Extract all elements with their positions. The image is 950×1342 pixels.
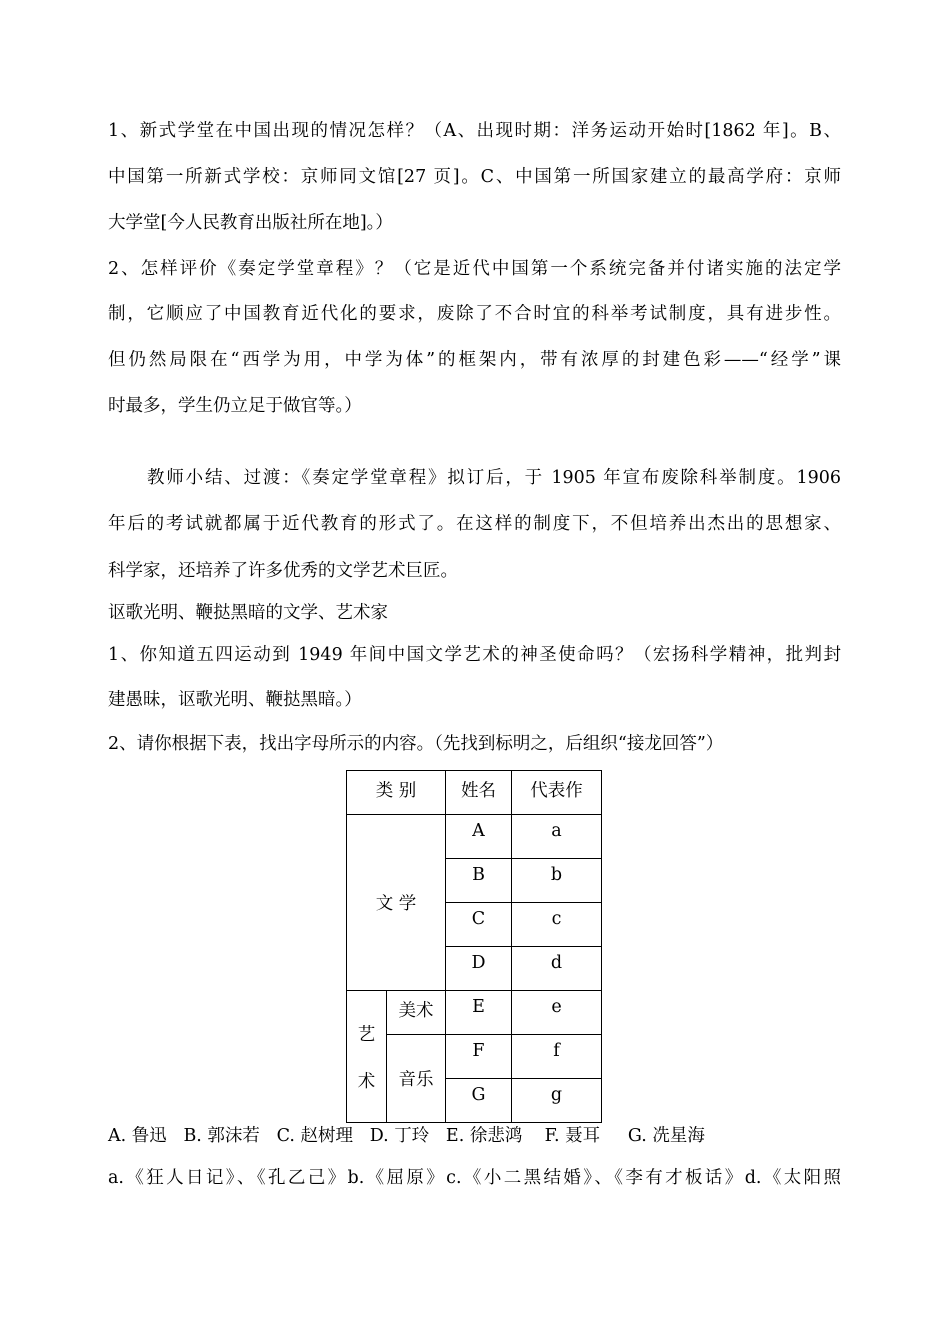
category-literature: 文 学 <box>347 815 446 991</box>
work-cell: g <box>512 1079 602 1123</box>
subcategory-fine-art: 美术 <box>387 991 446 1035</box>
paragraph-line: 1、你知道五四运动到 1949 年间中国文学艺术的神圣使命吗？（宏扬科学精神，批判封 <box>108 645 841 665</box>
paragraph-line: 大学堂[今人民教育出版社所在地]。） <box>108 213 393 233</box>
answer-names-line: A. 鲁迅 B. 郭沫若 C. 赵树理 D. 丁玲 E. 徐悲鸿 F. 聂耳 G. 冼星海 <box>108 1126 705 1146</box>
category-art-char: 艺 <box>357 1024 376 1045</box>
work-cell: a <box>512 815 602 859</box>
header-category: 类 别 <box>347 771 446 815</box>
paragraph-line: 2、请你根据下表，找出字母所示的内容。（先找到标明之，后组织“接龙回答”） <box>108 734 724 754</box>
paragraph-line: 时最多，学生仍立足于做官等。） <box>108 396 362 416</box>
category-art <box>347 991 387 1123</box>
name-cell: D <box>446 947 512 991</box>
paragraph-line: 年后的考试就都属于近代教育的形式了。在这样的制度下，不但培养出杰出的思想家、 <box>108 514 841 534</box>
section-heading: 讴歌光明、鞭挞黑暗的文学、艺术家 <box>108 603 388 623</box>
table-row <box>347 991 602 1035</box>
paragraph-line: 2、怎样评价《奏定学堂章程》？（它是近代中国第一个系统完备并付诸实施的法定学 <box>108 259 841 279</box>
writers-table <box>346 770 602 1123</box>
work-cell: d <box>512 947 602 991</box>
paragraph-line: 中国第一所新式学校：京师同文馆[27 页]。C、中国第一所国家建立的最高学府：京师 <box>108 167 841 187</box>
name-cell: E <box>446 991 512 1035</box>
paragraph-line: 制，它顺应了中国教育近代化的要求，废除了不合时宜的科举考试制度，具有进步性。 <box>108 304 841 324</box>
paragraph-line: 1、新式学堂在中国出现的情况怎样？（A、出现时期：洋务运动开始时[1862 年]。B、 <box>108 121 841 141</box>
work-cell: c <box>512 903 602 947</box>
table-row <box>347 815 602 859</box>
name-cell: G <box>446 1079 512 1123</box>
header-work: 代表作 <box>512 771 602 815</box>
subcategory-music: 音乐 <box>387 1035 446 1123</box>
name-cell: F <box>446 1035 512 1079</box>
paragraph-line: 教师小结、过渡：《奏定学堂章程》拟订后，于 1905 年宣布废除科举制度。1906 <box>147 468 841 488</box>
paragraph-line: 科学家，还培养了许多优秀的文学艺术巨匠。 <box>108 561 458 581</box>
paragraph-line: 但仍然局限在“西学为用，中学为体”的框架内，带有浓厚的封建色彩——“经学”课 <box>108 350 841 370</box>
answer-works-line: a.《狂人日记》、《孔乙己》b.《屈原》c.《小二黑结婚》、《李有才板话》d.《太阳照 <box>108 1168 841 1188</box>
paragraph-line: 建愚昧，讴歌光明、鞭挞黑暗。） <box>108 690 362 710</box>
name-cell: A <box>446 815 512 859</box>
category-art-char: 术 <box>357 1071 376 1092</box>
work-cell: e <box>512 991 602 1035</box>
table-header-row <box>347 771 602 815</box>
name-cell: B <box>446 859 512 903</box>
header-name: 姓名 <box>446 771 512 815</box>
work-cell: b <box>512 859 602 903</box>
name-cell: C <box>446 903 512 947</box>
work-cell: f <box>512 1035 602 1079</box>
